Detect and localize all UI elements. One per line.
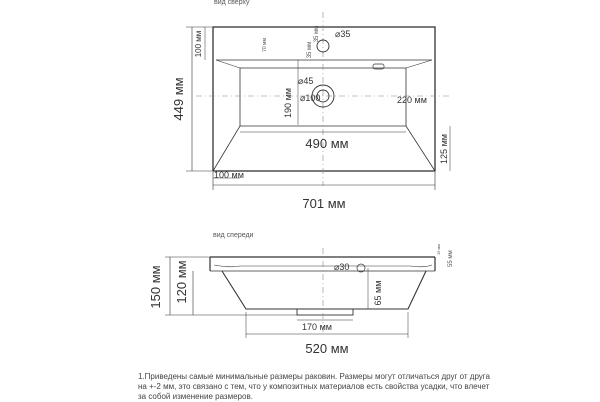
dim-ledge-small: 70 мм — [262, 38, 268, 52]
bowl-body — [222, 271, 426, 309]
dim-front-edge: 125 мм — [439, 134, 449, 164]
bowl-corner-line — [216, 60, 240, 68]
dim-bowl-width: 490 мм — [305, 136, 349, 151]
dim-side-edge: 100 мм — [214, 170, 244, 180]
bowl-right-edge — [406, 68, 435, 171]
dim-height-total: 150 мм — [148, 265, 163, 309]
bowl-left-edge — [213, 68, 240, 171]
dim-drain-outer: ⌀100 — [300, 93, 321, 103]
dim-depth-total: 449 мм — [171, 77, 186, 121]
bowl-corner-line — [406, 60, 432, 68]
dim-bowl-depth: 120 мм — [174, 260, 189, 304]
dim-rim: 15 мм — [436, 243, 441, 255]
drain-stub — [297, 309, 353, 315]
dim-drain-from-side: 220 мм — [397, 95, 427, 105]
top-view-title: вид сверху — [214, 0, 250, 6]
dim-rim-b: 55 мм — [448, 250, 454, 267]
dim-bottom-width: 520 мм — [305, 341, 349, 356]
top-view — [171, 0, 450, 211]
dim-back-ledge: 100 мм — [194, 30, 203, 58]
dim-tap-hole: ⌀35 — [335, 29, 351, 39]
dim-drain-from-back: 190 мм — [283, 88, 293, 118]
dim-tap-offset-a: 35 мм — [307, 41, 313, 59]
dim-overflow-hole: ⌀30 — [334, 262, 350, 272]
dim-drain-inner: ⌀45 — [298, 76, 314, 86]
dim-drain-width: 170 мм — [302, 322, 332, 332]
dim-width-total: 701 мм — [302, 196, 346, 211]
front-view-title: вид спереди — [213, 232, 254, 239]
dim-tap-offset-b: 35 мм — [314, 25, 320, 43]
dim-overflow-height: 65 мм — [373, 280, 383, 306]
footnote: 1.Приведены самые минимальные размеры раковин. Размеры могут отличаться друг от друга на +-2 мм, это связано с тем, что у композитных материалов есть свойства усадки, что влечет за собой изменение размеров. — [138, 372, 490, 401]
front-view — [148, 232, 454, 356]
